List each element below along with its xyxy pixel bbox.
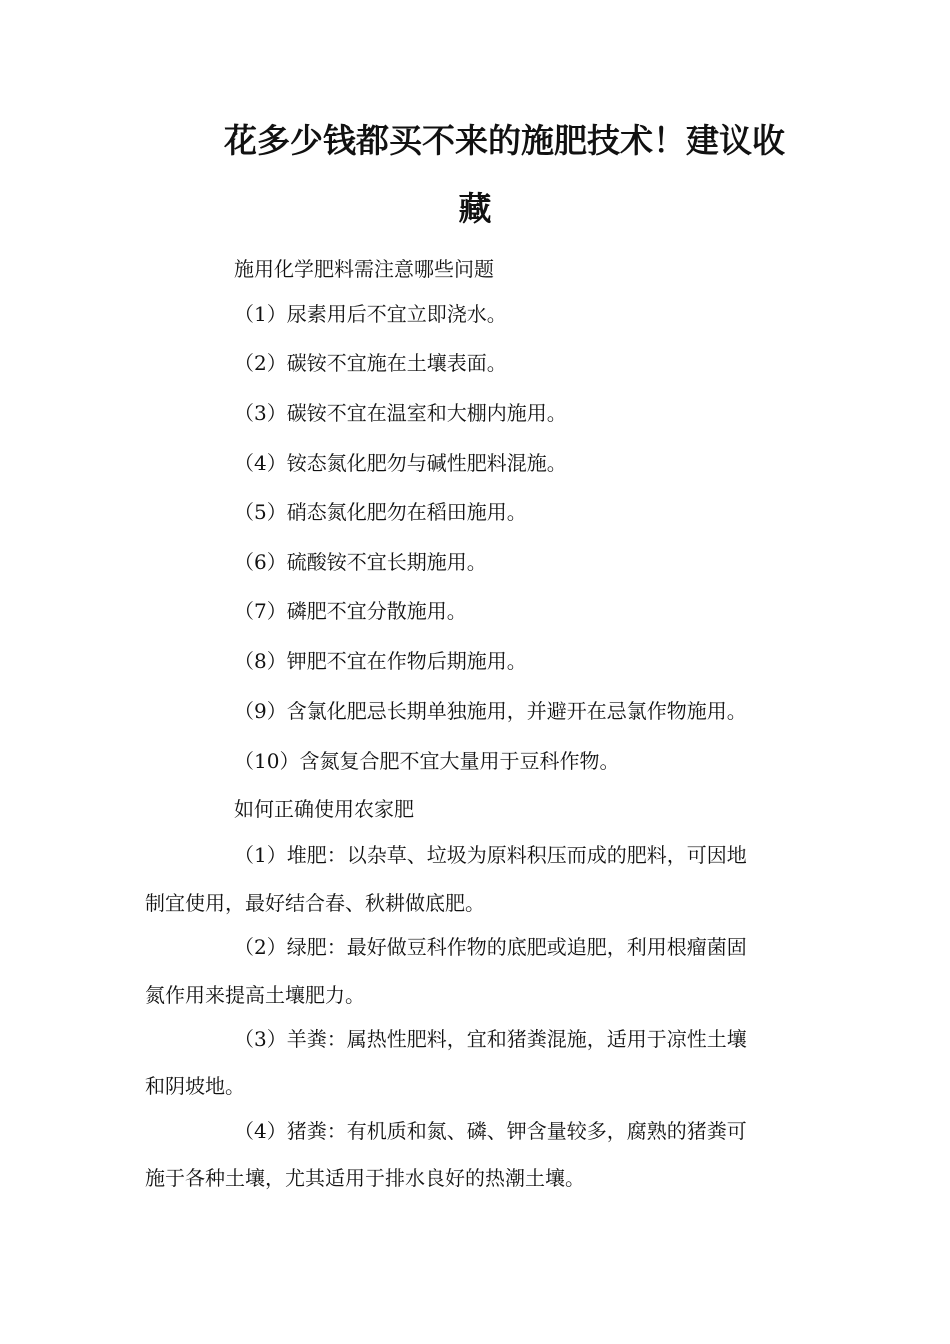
paragraph-continuation: 制宜使用，最好结合春、秋耕做底肥。 — [145, 891, 485, 915]
paragraph-first-line: （4）猪粪：有机质和氮、磷、钾含量较多，腐熟的猪粪可 — [234, 1119, 747, 1143]
list-item: （6）硫酸铵不宜长期施用。 — [234, 550, 487, 574]
document-title-line-2: 藏 — [458, 189, 492, 228]
section-heading-chemical-fertilizer: 施用化学肥料需注意哪些问题 — [234, 257, 494, 281]
list-item: （3）碳铵不宜在温室和大棚内施用。 — [234, 401, 567, 425]
paragraph-first-line: （3）羊粪：属热性肥料，宜和猪粪混施，适用于凉性土壤 — [234, 1027, 747, 1051]
list-item: （5）硝态氮化肥勿在稻田施用。 — [234, 500, 527, 524]
paragraph-continuation: 和阴坡地。 — [145, 1074, 245, 1098]
list-item: （10）含氮复合肥不宜大量用于豆科作物。 — [234, 749, 620, 773]
list-item: （1）尿素用后不宜立即浇水。 — [234, 302, 507, 326]
list-item: （8）钾肥不宜在作物后期施用。 — [234, 649, 527, 673]
list-item: （4）铵态氮化肥勿与碱性肥料混施。 — [234, 451, 567, 475]
paragraph-first-line: （2）绿肥：最好做豆科作物的底肥或追肥，利用根瘤菌固 — [234, 935, 747, 959]
section-heading-manure: 如何正确使用农家肥 — [234, 797, 414, 821]
paragraph-continuation: 氮作用来提高土壤肥力。 — [145, 983, 365, 1007]
list-item: （9）含氯化肥忌长期单独施用，并避开在忌氯作物施用。 — [234, 699, 747, 723]
paragraph-continuation: 施于各种土壤，尤其适用于排水良好的热潮土壤。 — [145, 1166, 585, 1190]
paragraph-first-line: （1）堆肥：以杂草、垃圾为原料积压而成的肥料，可因地 — [234, 843, 747, 867]
list-item: （2）碳铵不宜施在土壤表面。 — [234, 351, 507, 375]
list-item: （7）磷肥不宜分散施用。 — [234, 599, 467, 623]
document-title-line-1: 花多少钱都买不来的施肥技术！建议收 — [224, 121, 785, 160]
